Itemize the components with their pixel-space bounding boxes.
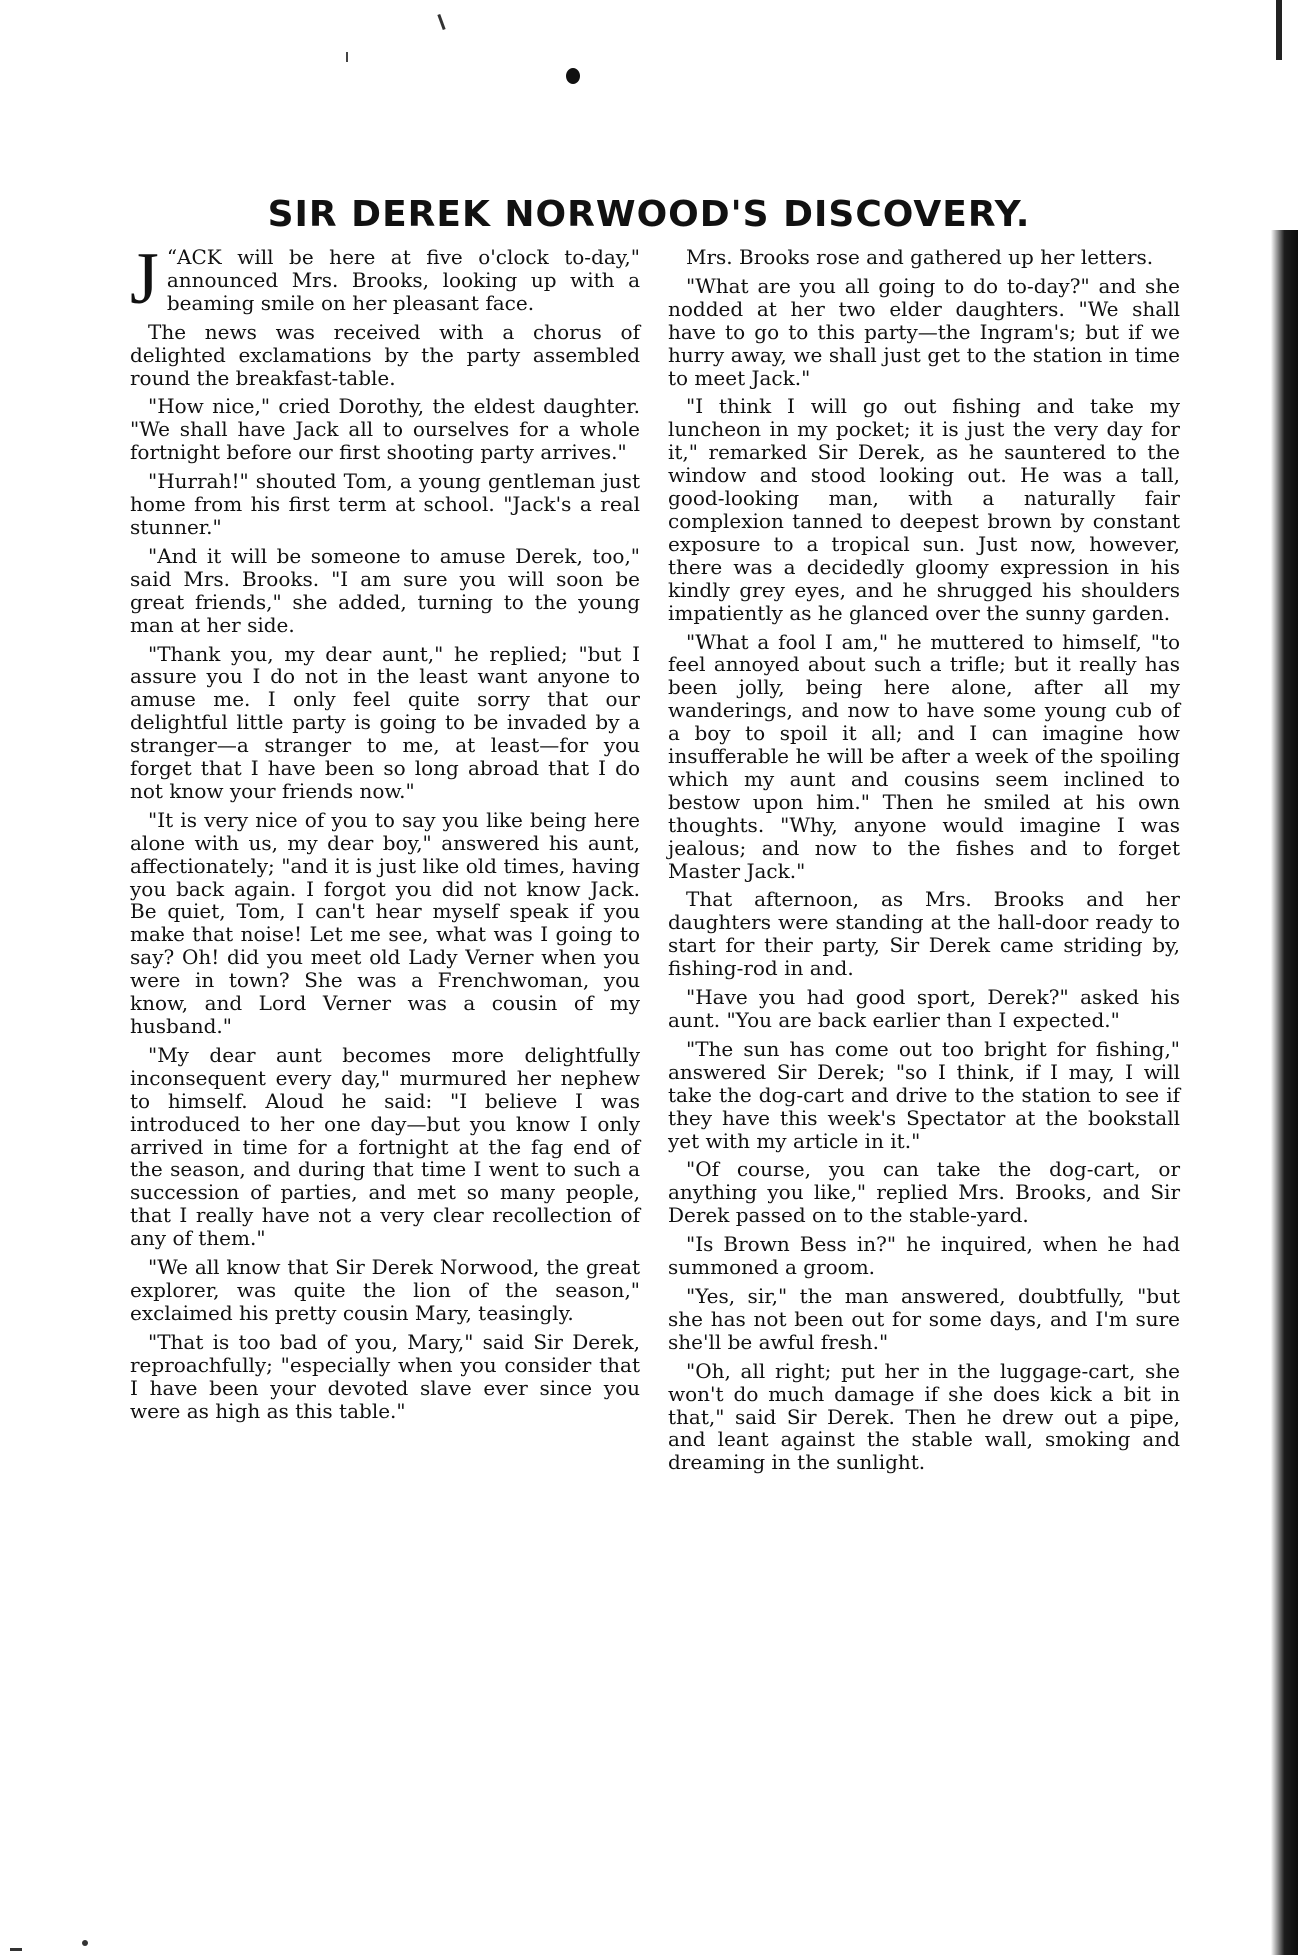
paragraph: "Of course, you can take the dog-cart, or anything you like," replied Mrs. Brooks, and Sir Derek passed on to the stable-yard. <box>668 1157 1180 1228</box>
right-column <box>668 246 1180 1480</box>
paragraph: "And it will be someone to amuse Derek, too," said Mrs. Brooks. "I am sure you will soon be great friends," she added, turning to the young man at her side. <box>130 543 640 637</box>
paragraph: "Oh, all right; put her in the luggage-cart, she won't do much damage if she does kick a bit in that," said Sir Derek. Then he drew out a pipe, and leant against the stable wall, smoking and dreaming in the sunlight. <box>668 1358 1180 1475</box>
paragraph: "What are you all going to do to-day?" and she nodded at her two elder daughters. "We shall have to go to this party—the Ingram's; but if we hurry away, we shall just get to the station in time to meet Jack." <box>668 273 1180 390</box>
paragraph: "We all know that Sir Derek Norwood, the great explorer, was quite the lion of the season," exclaimed his pretty cousin Mary, teasingly. <box>130 1255 640 1325</box>
paragraph: "Is Brown Bess in?" he inquired, when he had summoned a groom. <box>668 1232 1180 1280</box>
page-ornament-dot <box>566 68 580 84</box>
scan-artifact <box>346 52 348 62</box>
left-column <box>130 238 640 1428</box>
scan-artifact <box>82 1940 88 1946</box>
scan-artifact <box>437 14 445 30</box>
page-edge-shadow <box>1264 230 1298 1955</box>
paragraph: "It is very nice of you to say you like being here alone with us, my dear boy," answered his aunt, affectionately; "and it is just like old times, having you back again. I forgot you did not know Jack. Be quiet, Tom, I can't hear myself speak if you make that noise! Let me see, what was I going to say? Oh! did you meet old Lady Verner when you were in town? She was a Frenchwoman, you know, and Lord Verner was a cousin of my husband." <box>130 807 640 1038</box>
opening-paragraph <box>130 238 640 320</box>
paragraph: "Have you had good sport, Derek?" asked his aunt. "You are back earlier than I expected." <box>668 985 1180 1032</box>
article-title: SIR DEREK NORWOOD'S DISCOVERY. <box>267 194 1031 236</box>
paragraph: "Hurrah!" shouted Tom, a young gentleman just home from his first term at school. "Jack's a real stunner." <box>130 469 640 539</box>
paragraph: "That is too bad of you, Mary," said Sir Derek, reproachfully; "especially when you consider that I have been your devoted slave ever since you were as high as this table." <box>130 1329 640 1423</box>
paragraph: "How nice," cried Dorothy, the eldest daughter. "We shall have Jack all to ourselves for a whole fortnight before our first shooting party arrives." <box>130 394 640 465</box>
paragraph: The news was received with a chorus of delighted exclamations by the party assembled round the breakfast-table. <box>130 319 640 390</box>
paragraph: "What a fool I am," he muttered to himself, "to feel annoyed about such a trifle; but it really has been jolly, being here alone, after all my wanderings, and now to have some young cub of a boy to spoil it all; and I can imagine how insufferable he will be after a week of the spoiling which my aunt and cousins seem inclined to bestow upon him." Then he smiled at his own thoughts. "Why, anyone would imagine I was jealous; and now to the fishes and to forget Master Jack." <box>668 629 1180 883</box>
paragraph: "My dear aunt becomes more delightfully inconsequent every day," murmured her nephew to himself. Aloud he said: "I believe I was introduced to her one day—but you know I only arrived in time for a fortnight at the fag end of the season, and during that time I went to such a succession of parties, and met so many people, that I really have not a very clear recollection of any of them." <box>130 1042 640 1251</box>
paragraph: "The sun has come out too bright for fishing," answered Sir Derek; "so I think, if I may, I will take the dog-cart and drive to the station to see if they have this week's Spectator at the bookstall yet with my article in it." <box>668 1036 1180 1153</box>
drop-cap: J <box>130 238 159 320</box>
paragraph: "Thank you, my dear aunt," he replied; "but I assure you I do not in the least want anyone to amuse me. I only feel quite sorry that our delightful little party is going to be invaded by a stranger—a stranger to me, at least—for you forget that I have been so long abroad that I do not know your friends now." <box>130 641 640 803</box>
scan-artifact <box>10 1948 22 1951</box>
scan-edge <box>1276 0 1282 60</box>
opening-quote: “ <box>166 245 178 269</box>
paragraph: "I think I will go out fishing and take my luncheon in my pocket; it is just the very day for it," remarked Sir Derek, as he sauntered to the window and stood looking out. He was a tall, good-looking man, with a naturally fair complexion tanned to deepest brown by constant exposure to a tropical sun. Just now, however, there was a decidedly gloomy expression in his kindly grey eyes, and he shrugged his shoulders impatiently as he glanced over the sunny garden. <box>668 394 1180 625</box>
paragraph: "Yes, sir," the man answered, doubtfully, "but she has not been out for some days, and I'm sure she'll be awful fresh." <box>668 1283 1180 1354</box>
paragraph: Mrs. Brooks rose and gathered up her letters. <box>686 245 1154 269</box>
paragraph: That afternoon, as Mrs. Brooks and her daughters were standing at the hall-door ready to start for their party, Sir Derek came striding by, fishing-rod in and. <box>668 887 1180 981</box>
paragraph-text: ACK will be here at five o'clock to-day," announced Mrs. Brooks, looking up with a beaming smile on her pleasant face. <box>166 245 640 315</box>
